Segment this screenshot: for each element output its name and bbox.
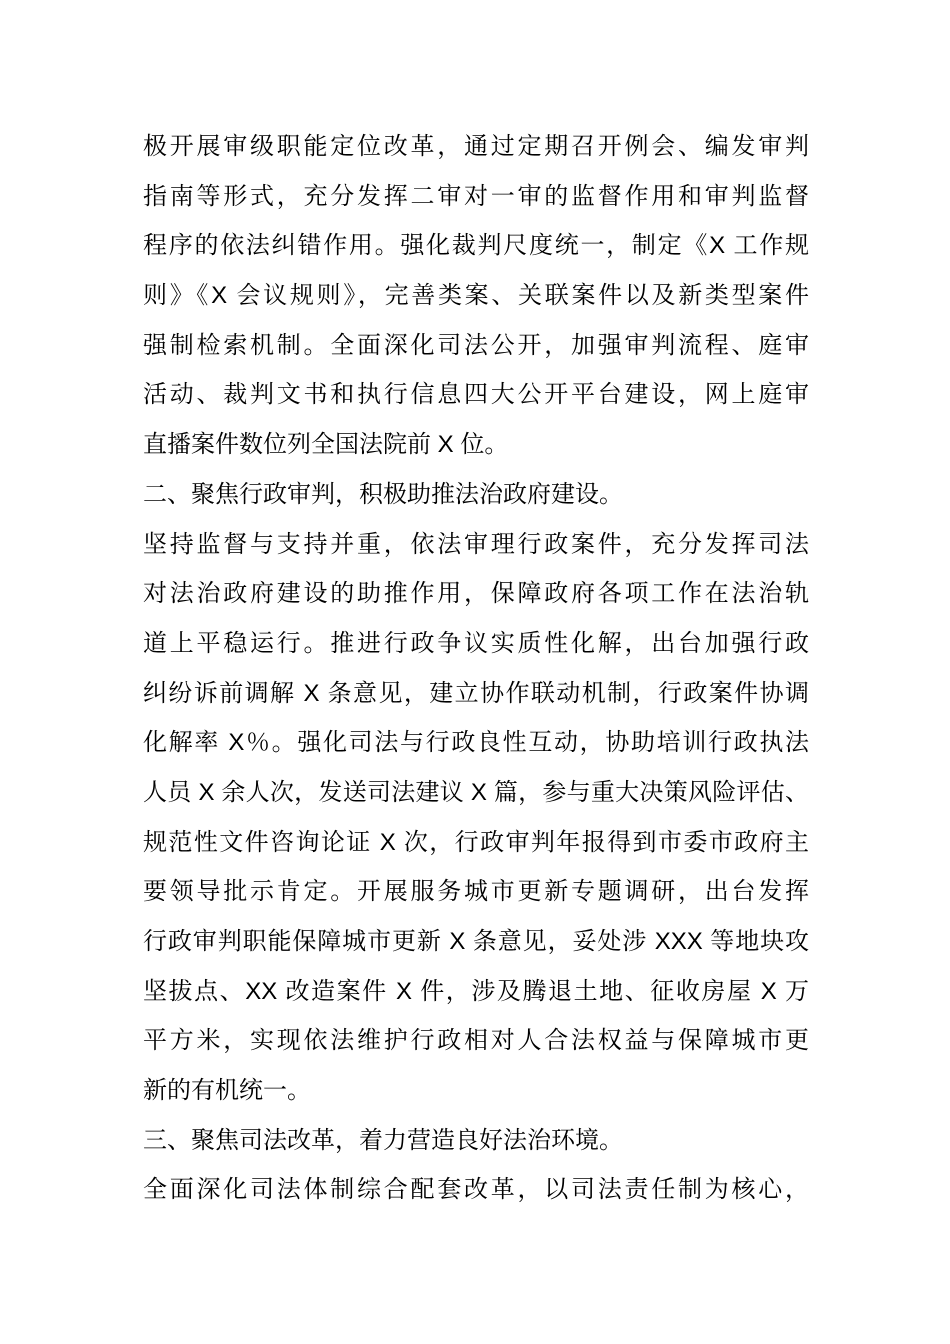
text-line: 活动、裁判文书和执行信息四大公开平台建设，网上庭审 (143, 381, 809, 409)
section-heading: 三、聚焦司法改革，着力营造良好法治环境。 (143, 1126, 623, 1154)
text-line: 人员 X 余人次，发送司法建议 X 篇，参与重大决策风险评估、 (143, 778, 809, 806)
text-line: 强制检索机制。全面深化司法公开，加强审判流程、庭审 (143, 331, 809, 359)
text-line: 程序的依法纠错作用。强化裁判尺度统一，制定《X 工作规 (143, 232, 809, 260)
text-line: 行政审判职能保障城市更新 X 条意见，妥处涉 XXX 等地块攻 (143, 928, 809, 955)
text-line: 指南等形式，充分发挥二审对一审的监督作用和审判监督 (143, 182, 809, 210)
text-line: 坚拔点、XX 改造案件 X 件，涉及腾退土地、征收房屋 X 万 (143, 977, 809, 1005)
text-line: 化解率 X％。强化司法与行政良性互动，协助培训行政执法 (143, 729, 809, 757)
text-line: 极开展审级职能定位改革，通过定期召开例会、编发审判 (143, 133, 809, 160)
document-text (143, 122, 809, 1215)
text-line: 全面深化司法体制综合配套改革，以司法责任制为核心， (143, 1176, 809, 1204)
text-line: 要领导批示肯定。开展服务城市更新专题调研，出台发挥 (143, 878, 809, 906)
text-line: 坚持监督与支持并重，依法审理行政案件，充分发挥司法 (143, 530, 809, 558)
text-line: 规范性文件咨询论证 X 次，行政审判年报得到市委市政府主 (143, 828, 809, 856)
text-line: 则》《X 会议规则》，完善类案、关联案件以及新类型案件 (143, 282, 809, 310)
text-line: 对法治政府建设的助推作用，保障政府各项工作在法治轨 (143, 580, 809, 608)
text-line: 新的有机统一。 (143, 1077, 311, 1105)
section-heading: 二、聚焦行政审判，积极助推法治政府建设。 (143, 480, 623, 508)
text-line: 道上平稳运行。推进行政争议实质性化解，出台加强行政 (143, 629, 809, 657)
text-line: 直播案件数位列全国法院前 X 位。 (143, 431, 509, 459)
text-line: 平方米，实现依法维护行政相对人合法权益与保障城市更 (143, 1027, 809, 1055)
text-line: 纠纷诉前调解 X 条意见，建立协作联动机制，行政案件协调 (143, 679, 809, 707)
